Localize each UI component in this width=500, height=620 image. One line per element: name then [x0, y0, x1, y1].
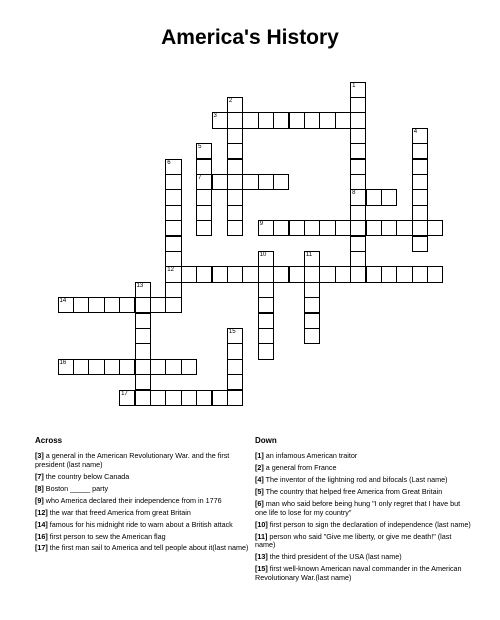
clue-number-label: 9	[259, 221, 264, 228]
crossword-cell[interactable]	[412, 189, 428, 205]
clue-across-12: [12] the war that freed America from great Britain	[35, 507, 191, 517]
crossword-cell[interactable]	[196, 390, 212, 406]
crossword-cell[interactable]	[304, 313, 320, 329]
clue-across-8: [8] Boston _____ party	[35, 483, 109, 493]
crossword-cell[interactable]	[196, 220, 212, 236]
crossword-cell[interactable]	[181, 390, 197, 406]
crossword-cell[interactable]	[273, 266, 289, 282]
crossword-cell[interactable]	[304, 112, 320, 128]
crossword-cell[interactable]	[212, 174, 228, 190]
crossword-cell[interactable]	[227, 189, 243, 205]
crossword-cell[interactable]	[304, 328, 320, 344]
crossword-cell[interactable]	[196, 143, 212, 159]
crossword-cell[interactable]	[412, 220, 428, 236]
crossword-cell[interactable]	[135, 343, 151, 359]
crossword-cell[interactable]	[135, 297, 151, 313]
down-clue-list	[255, 452, 473, 586]
crossword-cell[interactable]	[396, 266, 412, 282]
crossword-cell[interactable]	[212, 390, 228, 406]
crossword-cell[interactable]	[150, 359, 166, 375]
crossword-cell[interactable]	[181, 266, 197, 282]
crossword-cell[interactable]	[319, 266, 335, 282]
crossword-cell[interactable]	[196, 159, 212, 175]
crossword-cell[interactable]	[227, 159, 243, 175]
crossword-cell[interactable]	[212, 266, 228, 282]
crossword-cell[interactable]	[165, 297, 181, 313]
crossword-cell[interactable]	[396, 220, 412, 236]
clue-number-label: 6	[167, 159, 171, 166]
crossword-cell[interactable]	[258, 174, 274, 190]
crossword-cell[interactable]	[165, 251, 181, 267]
crossword-cell[interactable]	[104, 297, 120, 313]
crossword-cell[interactable]	[227, 143, 243, 159]
clue-number-label: 4	[413, 128, 418, 135]
crossword-cell[interactable]	[427, 220, 443, 236]
clue-across-16: [16] first person to sew the American flag	[35, 531, 166, 541]
crossword-cell[interactable]	[289, 266, 305, 282]
clue-number-label: 3	[213, 113, 217, 120]
clue-down-6: [6] man who said before being hung "I only regret that I have but one life to lose for my country"	[255, 498, 461, 517]
crossword-cell[interactable]	[227, 205, 243, 221]
clue-number-label: 8	[352, 190, 356, 197]
crossword-cell[interactable]	[381, 266, 397, 282]
clue-down-1: [1] an infamous American traitor	[255, 451, 358, 460]
clue-across-9: [9] who America declared their independence from in 1776	[35, 495, 222, 505]
clue-number-label: 12	[167, 267, 174, 274]
clue-number-label: 5	[198, 144, 202, 151]
crossword-cell[interactable]	[350, 112, 366, 128]
crossword-cell[interactable]	[165, 159, 181, 175]
clue-down-2: [2] a general from France	[255, 462, 337, 472]
clue-across-3: [3] a general in the American Revolutionary War. and the first president (last name)	[35, 451, 230, 469]
crossword-cell[interactable]	[335, 266, 351, 282]
crossword-cell[interactable]	[304, 251, 320, 267]
crossword-cell[interactable]	[350, 159, 366, 175]
crossword-cell[interactable]	[258, 220, 274, 236]
crossword-cell[interactable]	[181, 359, 197, 375]
crossword-cell[interactable]	[242, 112, 258, 128]
clue-number-label: 1	[352, 82, 356, 89]
clue-number-label: 17	[121, 390, 128, 397]
clue-down-13: [13] the third president of the USA (last name)	[255, 552, 402, 562]
crossword-cell[interactable]	[350, 143, 366, 159]
crossword-cell[interactable]	[119, 359, 135, 375]
clue-number-label: 16	[59, 359, 67, 366]
crossword-cell[interactable]	[73, 297, 89, 313]
crossword-cell[interactable]	[227, 174, 243, 190]
crossword-cell[interactable]	[242, 174, 258, 190]
page-title: America's History	[161, 26, 339, 49]
clue-number-label: 15	[228, 328, 236, 335]
crossword-cell[interactable]	[196, 174, 212, 190]
clue-across-14: [14] famous for his midnight ride to warn about a British attack	[35, 519, 233, 529]
crossword-cell[interactable]	[335, 112, 351, 128]
crossword-cell[interactable]	[165, 174, 181, 190]
crossword-cell[interactable]	[304, 220, 320, 236]
crossword-cell[interactable]	[119, 390, 135, 406]
clue-across-17: [17] the first man sail to America and tell people about it(last name)	[35, 543, 249, 553]
crossword-cell[interactable]	[273, 220, 289, 236]
down-heading: Down	[255, 436, 277, 445]
crossword-cell[interactable]	[366, 266, 382, 282]
crossword-cell[interactable]	[58, 297, 74, 313]
clue-down-11: [11] person who said "Give me liberty, or give me death!" (last name)	[255, 531, 452, 550]
clue-number-label: 13	[136, 282, 144, 289]
crossword-cell[interactable]	[227, 220, 243, 236]
crossword-cell[interactable]	[227, 266, 243, 282]
crossword-cell[interactable]	[350, 251, 366, 267]
crossword-cell[interactable]	[258, 266, 274, 282]
crossword-cell[interactable]	[350, 174, 366, 190]
crossword-cell[interactable]	[150, 390, 166, 406]
crossword-cell[interactable]	[227, 374, 243, 390]
crossword-cell[interactable]	[196, 266, 212, 282]
clue-down-5: [5] The country that helped free America from Great Britain	[255, 486, 443, 496]
crossword-cell[interactable]	[412, 143, 428, 159]
crossword-cell[interactable]	[381, 189, 397, 205]
clue-number-label: 7	[198, 174, 202, 181]
crossword-cell[interactable]	[412, 128, 428, 144]
crossword-cell[interactable]	[273, 174, 289, 190]
crossword-cell[interactable]	[289, 220, 305, 236]
crossword-cell[interactable]	[227, 328, 243, 344]
clue-down-10: [10] first person to sign the declaration of independence (last name)	[255, 519, 471, 529]
crossword-cell[interactable]	[319, 112, 335, 128]
crossword-cell[interactable]	[165, 266, 181, 282]
crossword-cell[interactable]	[227, 112, 243, 128]
crossword-cell[interactable]	[350, 97, 366, 113]
crossword-cell[interactable]	[227, 128, 243, 144]
crossword-cell[interactable]	[381, 220, 397, 236]
clue-down-4: [4] The inventor of the lightning rod and bifocals (Last name)	[255, 474, 448, 484]
across-clue-list	[35, 452, 253, 556]
crossword-cell[interactable]	[135, 282, 151, 298]
crossword-cell[interactable]	[258, 112, 274, 128]
crossword-cell[interactable]	[366, 189, 382, 205]
crossword-cell[interactable]	[196, 189, 212, 205]
crossword-cell[interactable]	[196, 205, 212, 221]
crossword-cell[interactable]	[258, 313, 274, 329]
crossword-cell[interactable]	[304, 282, 320, 298]
crossword-cell[interactable]	[412, 174, 428, 190]
crossword-cell[interactable]	[227, 359, 243, 375]
crossword-cell[interactable]	[350, 236, 366, 252]
crossword-cell[interactable]	[119, 297, 135, 313]
crossword-cell[interactable]	[165, 359, 181, 375]
crossword-cell[interactable]	[73, 359, 89, 375]
crossword-cell[interactable]	[258, 282, 274, 298]
clue-number-label: 11	[305, 251, 313, 258]
crossword-cell[interactable]	[135, 328, 151, 344]
crossword-cell[interactable]	[304, 297, 320, 313]
crossword-cell[interactable]	[165, 205, 181, 221]
crossword-cell[interactable]	[412, 159, 428, 175]
crossword-cell[interactable]	[104, 359, 120, 375]
crossword-cell[interactable]	[350, 82, 366, 98]
crossword-cell[interactable]	[242, 266, 258, 282]
crossword-cell[interactable]	[412, 266, 428, 282]
crossword-cell[interactable]	[227, 390, 243, 406]
crossword-cell[interactable]	[319, 220, 335, 236]
clue-across-7: [7] the country below Canada	[35, 471, 130, 481]
crossword-cell[interactable]	[350, 266, 366, 282]
crossword-cell[interactable]	[212, 112, 228, 128]
crossword-cell[interactable]	[427, 266, 443, 282]
crossword-cell[interactable]	[350, 189, 366, 205]
crossword-cell[interactable]	[58, 359, 74, 375]
across-heading: Across	[35, 436, 63, 445]
crossword-cell[interactable]	[289, 112, 305, 128]
crossword-cell[interactable]	[258, 251, 274, 267]
crossword-cell[interactable]	[165, 390, 181, 406]
crossword-cell[interactable]	[412, 205, 428, 221]
crossword-cell[interactable]	[165, 220, 181, 236]
crossword-cell[interactable]	[335, 220, 351, 236]
clue-number-label: 10	[259, 251, 267, 258]
crossword-cell[interactable]	[135, 313, 151, 329]
crossword-cell[interactable]	[366, 220, 382, 236]
crossword-cell[interactable]	[135, 390, 151, 406]
crossword-cell[interactable]	[165, 236, 181, 252]
crossword-cell[interactable]	[350, 128, 366, 144]
crossword-cell[interactable]	[165, 282, 181, 298]
crossword-cell[interactable]	[227, 97, 243, 113]
crossword-cell[interactable]	[165, 189, 181, 205]
crossword-cell[interactable]	[258, 297, 274, 313]
crossword-cell[interactable]	[135, 359, 151, 375]
crossword-cell[interactable]	[350, 205, 366, 221]
clue-down-15: [15] first well-known American naval commander in the American Revolutionary War.(last name)	[255, 564, 462, 582]
crossword-cell[interactable]	[88, 297, 104, 313]
crossword-cell[interactable]	[227, 343, 243, 359]
crossword-cell[interactable]	[258, 343, 274, 359]
crossword-cell[interactable]	[258, 328, 274, 344]
crossword-cell[interactable]	[135, 374, 151, 390]
clue-number-label: 2	[228, 97, 233, 104]
crossword-cell[interactable]	[273, 112, 289, 128]
crossword-cell[interactable]	[304, 266, 320, 282]
crossword-cell[interactable]	[412, 236, 428, 252]
crossword-cell[interactable]	[350, 220, 366, 236]
crossword-cell[interactable]	[88, 359, 104, 375]
clue-number-label: 14	[59, 298, 67, 305]
crossword-cell[interactable]	[150, 297, 166, 313]
